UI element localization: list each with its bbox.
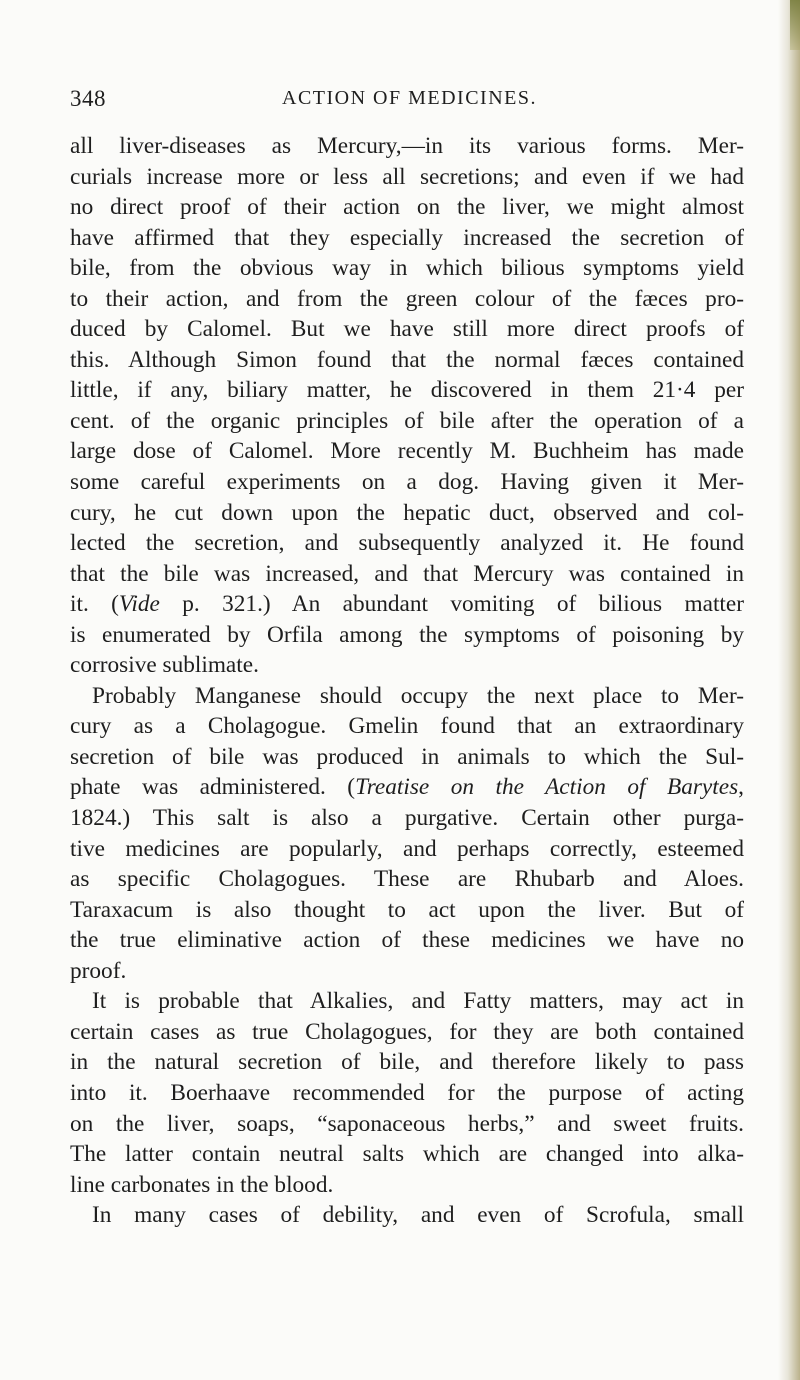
text-line: in the natural secretion of bile, and therefore likely to pass (70, 1049, 744, 1076)
body-text (70, 131, 744, 1231)
text-line: certain cases as true Cholagogues, for they are both contained (70, 1018, 744, 1045)
text-run: phate was administered. ( (70, 774, 356, 801)
text-line: the true eliminative action of these medicines we have no (70, 927, 744, 954)
text-line: line carbonates in the blood. (70, 1171, 334, 1198)
text-line: duced by Calomel. But we have still more direct proofs of (70, 316, 744, 343)
text-line: secretion of bile was produced in animals to which the Sul- (70, 743, 744, 770)
text-line: corrosive sublimate. (70, 652, 259, 679)
text-line: little, if any, biliary matter, he discovered in them 21·4 per (70, 377, 744, 404)
text-line: The latter contain neutral salts which are changed into alka- (70, 1141, 744, 1168)
text-line: 1824.) This salt is also a purgative. Certain other purga- (70, 805, 744, 832)
italic-text-run: Treatise on the Action of Barytes (355, 774, 739, 801)
text-run: it. ( (70, 591, 119, 618)
text-run: , (738, 774, 744, 801)
text-line: some careful experiments on a dog. Having given it Mer- (70, 469, 744, 496)
text-line: is enumerated by Orfila among the symptoms of poisoning by (70, 621, 744, 648)
text-line: cury, he cut down upon the hepatic duct, observed and col- (70, 499, 744, 526)
text-line: large dose of Calomel. More recently M. Buchheim has made (70, 438, 744, 465)
text-line: Taraxacum is also thought to act upon the liver. But of (70, 896, 744, 923)
text-line: no direct proof of their action on the liver, we might almost (70, 194, 744, 221)
text-line: bile, from the obvious way in which bilious symptoms yield (70, 255, 744, 282)
text-line: that the bile was increased, and that Mercury was contained in (70, 560, 744, 587)
page-header (70, 86, 744, 120)
text-line: lected the secretion, and subsequently analyzed it. He found (70, 530, 744, 557)
paragraph-first-line: Probably Manganese should occupy the next place to Mer- (92, 682, 744, 709)
text-line: cury as a Cholagogue. Gmelin found that an extraordinary (70, 713, 744, 740)
text-line: tive medicines are popularly, and perhaps correctly, esteemed (70, 835, 744, 862)
text-line: to their action, and from the green colour of the fæces pro- (70, 285, 744, 312)
text-line: have affirmed that they especially increased the secretion of (70, 224, 744, 251)
text-line: curials increase more or less all secretions; and even if we had (70, 163, 744, 190)
text-run: p. 321.) An abundant vomiting of bilious matter (159, 591, 744, 618)
paragraph-first-line: In many cases of debility, and even of Scrofula, small (92, 1202, 744, 1229)
text-line (70, 772, 744, 803)
page-edge-shadow (778, 0, 800, 1380)
text-line: cent. of the organic principles of bile after the operation of a (70, 407, 744, 434)
text-line: all liver-diseases as Mercury,—in its various forms. Mer- (70, 133, 744, 159)
text-line (70, 589, 744, 620)
paragraph-first-line: It is probable that Alkalies, and Fatty matters, may act in (92, 988, 744, 1015)
text-line: proof. (70, 957, 127, 984)
text-line: into it. Boerhaave recommended for the purpose of acting (70, 1079, 744, 1106)
text-line: as specific Cholagogues. These are Rhubarb and Aloes. (70, 866, 744, 893)
text-line: on the liver, soaps, “saponaceous herbs,” and sweet fruits. (70, 1110, 744, 1137)
page-edge-stain (790, 0, 800, 50)
page-number: 348 (70, 86, 106, 111)
text-line: this. Although Simon found that the normal fæces contained (70, 346, 744, 373)
italic-text-run: Vide (118, 591, 160, 618)
running-head: ACTION OF MEDICINES. (282, 87, 537, 109)
